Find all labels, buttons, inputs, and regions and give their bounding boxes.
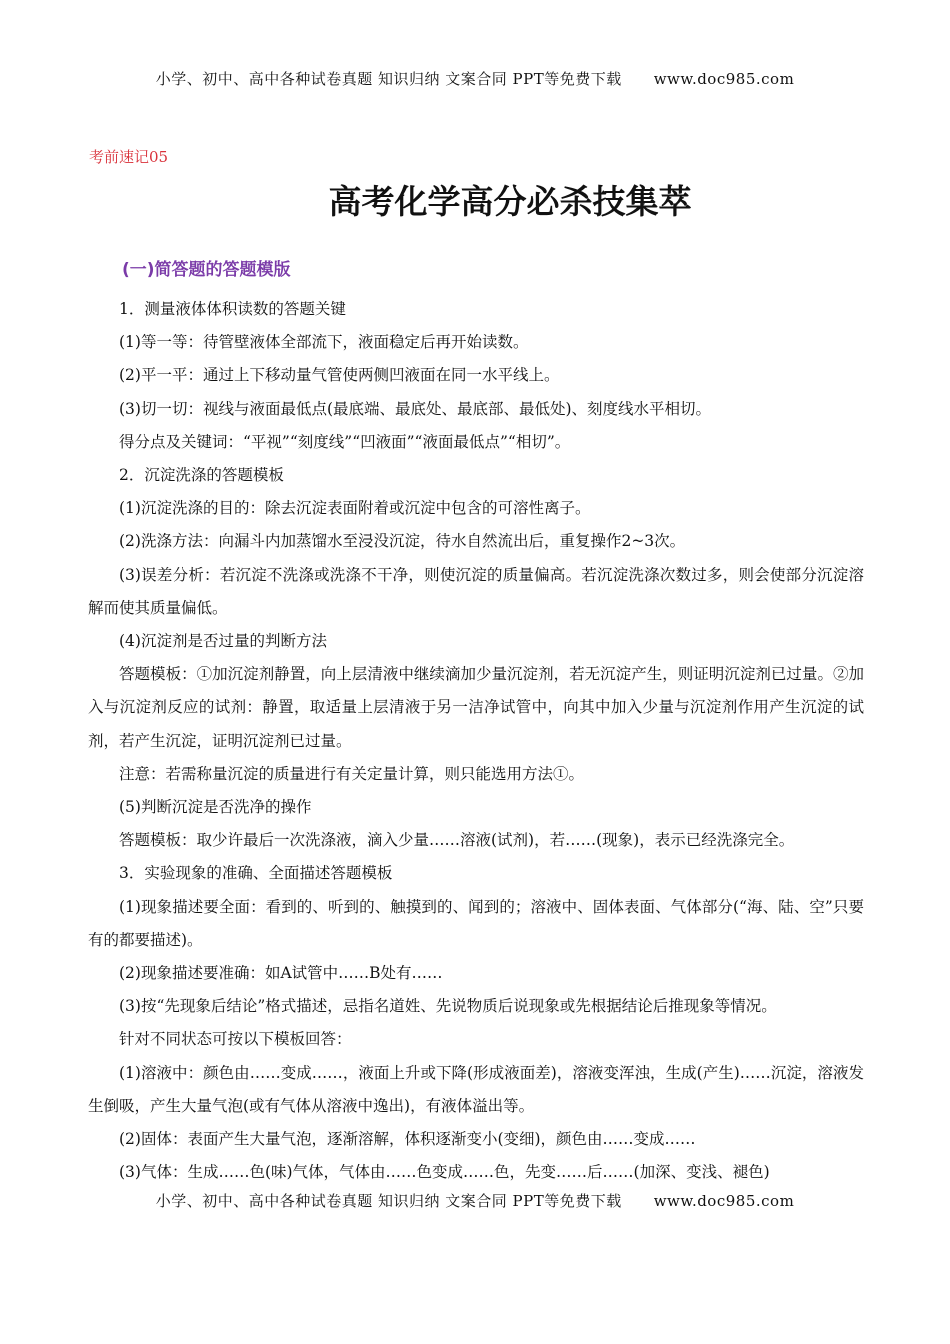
section-tag: 考前速记05 — [89, 148, 169, 166]
paragraph: (3)误差分析：若沉淀不洗涤或洗涤不干净，则使沉淀的质量偏高。若沉淀洗涤次数过多，则会使部分沉淀溶解而使其质量偏低。 — [88, 565, 864, 617]
header-text: 小学、初中、高中各种试卷真题 知识归纳 文案合同 PPT等免费下载 — [155, 70, 622, 88]
paragraph: 3．实验现象的准确、全面描述答题模板 — [119, 864, 393, 883]
paragraph: (4)沉淀剂是否过量的判断方法 — [119, 632, 327, 651]
paragraph: (1)现象描述要全面：看到的、听到的、触摸到的、闻到的；溶液中、固体表面、气体部分(“海、陆、空”只要有的都要描述)。 — [88, 897, 864, 949]
paragraph: 2．沉淀洗涤的答题模板 — [119, 466, 284, 485]
section-heading: (一)简答题的答题模版 — [122, 260, 291, 280]
paragraph: (3)切一切：视线与液面最低点(最底端、最底处、最底部、最低处)、刻度线水平相切。 — [119, 399, 712, 418]
paragraph: (5)判断沉淀是否洗净的操作 — [119, 798, 312, 817]
paragraph: (2)平一平：通过上下移动量气管使两侧凹液面在同一水平线上。 — [119, 366, 560, 385]
paragraph: (2)洗涤方法：向漏斗内加蒸馏水至浸没沉淀，待水自然流出后，重复操作2~3次。 — [119, 532, 686, 551]
page-title: 高考化学高分必杀技集萃 — [328, 182, 692, 221]
paragraph: (2)现象描述要准确：如A试管中……B处有…… — [119, 964, 443, 983]
paragraph: 注意：若需称量沉淀的质量进行有关定量计算，则只能选用方法①。 — [119, 764, 585, 783]
paragraph: 答题模板：取少许最后一次洗涤液，滴入少量……溶液(试剂)，若……(现象)，表示已经洗涤完全。 — [119, 831, 795, 850]
page-header — [0, 68, 950, 89]
header-site-link[interactable]: www.doc985.com — [653, 70, 795, 88]
paragraph: (3)气体：生成……色(味)气体，气体由……色变成……色，先变……后……(加深、变浅、褪色) — [119, 1163, 770, 1182]
footer-site-link[interactable]: www.doc985.com — [653, 1192, 795, 1210]
paragraph: 得分点及关键词：“平视”“刻度线”“凹液面”“液面最低点”“相切”。 — [119, 432, 571, 451]
footer-text: 小学、初中、高中各种试卷真题 知识归纳 文案合同 PPT等免费下载 — [155, 1192, 622, 1210]
document-body — [88, 293, 864, 1189]
paragraph: (1)沉淀洗涤的目的：除去沉淀表面附着或沉淀中包含的可溶性离子。 — [119, 499, 591, 518]
paragraph: 1．测量液体体积读数的答题关键 — [119, 300, 346, 318]
paragraph: 针对不同状态可按以下模板回答： — [119, 1030, 352, 1049]
paragraph: (1)等一等：待管壁液体全部流下，液面稳定后再开始读数。 — [119, 333, 529, 352]
paragraph: (2)固体：表面产生大量气泡，逐渐溶解，体积逐渐变小(变细)，颜色由……变成…… — [119, 1130, 696, 1149]
paragraph: (3)按“先现象后结论”格式描述，忌指名道姓、先说物质后说现象或先根据结论后推现象等情况。 — [119, 997, 777, 1016]
paragraph: 答题模板：①加沉淀剂静置，向上层清液中继续滴加少量沉淀剂，若无沉淀产生，则证明沉淀剂已过量。②加入与沉淀剂反应的试剂：静置，取适量上层清液于另一洁净试管中，向其中加入少量与沉淀剂作用产生沉淀的试剂，若产生沉淀，证明沉淀剂已过量。 — [88, 665, 864, 750]
paragraph: (1)溶液中：颜色由……变成……，液面上升或下降(形成液面差)，溶液变浑浊，生成(产生)……沉淀，溶液发生倒吸，产生大量气泡(或有气体从溶液中逸出)，有液体溢出等。 — [88, 1063, 864, 1115]
page-footer — [0, 1190, 950, 1211]
